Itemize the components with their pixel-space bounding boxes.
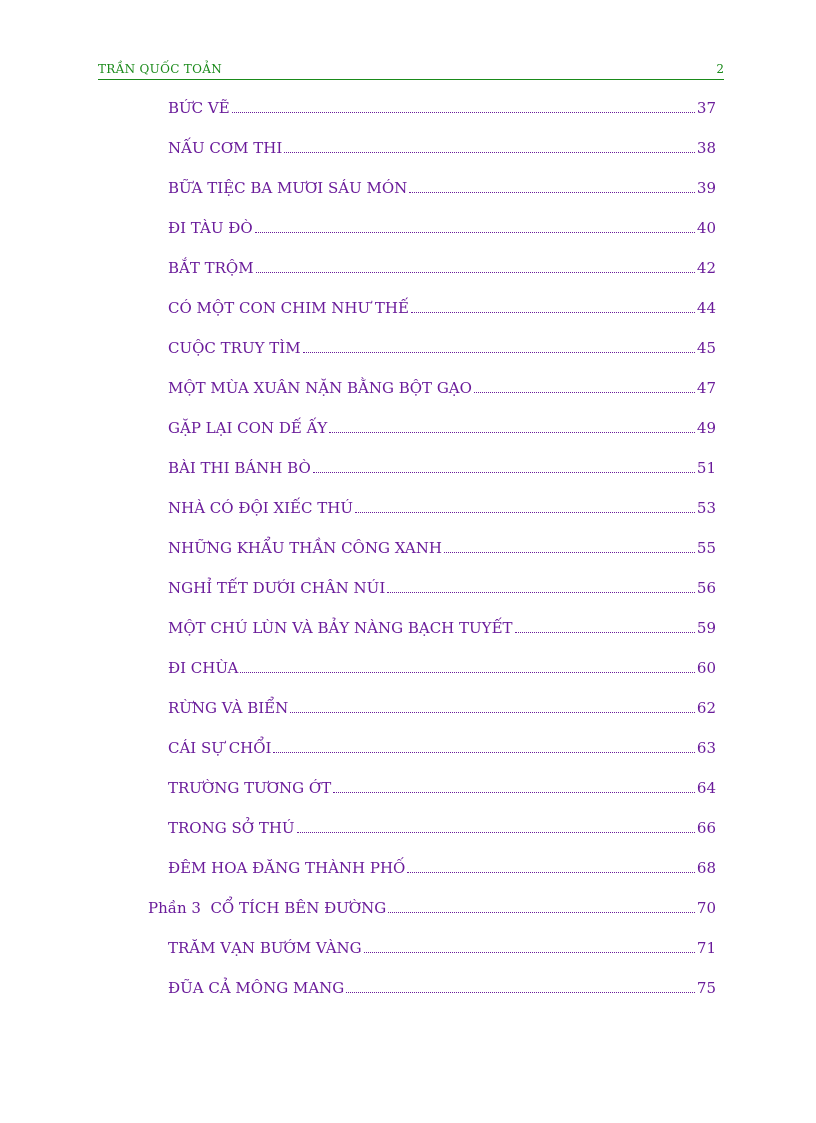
- toc-entry-page: 55: [696, 539, 716, 557]
- toc-entry-page: 47: [696, 379, 716, 397]
- toc-entry-page: 49: [696, 419, 716, 437]
- toc-dot-leader: [232, 100, 695, 113]
- toc-dot-leader: [333, 780, 695, 793]
- toc-entry[interactable]: [168, 979, 716, 1001]
- toc-entry-page: 66: [696, 819, 716, 837]
- toc-entry-page: 44: [696, 299, 716, 317]
- toc-entry-page: 60: [696, 659, 716, 677]
- toc-entry-page: 51: [696, 459, 716, 477]
- toc-dot-leader: [515, 620, 695, 633]
- toc-entry[interactable]: [168, 819, 716, 841]
- toc-entry-page: 64: [696, 779, 716, 797]
- toc-entry[interactable]: [168, 499, 716, 521]
- toc-entry[interactable]: [168, 179, 716, 201]
- toc-entry-title: ĐÊM HOA ĐĂNG THÀNH PHỐ: [168, 859, 406, 877]
- toc-entry-title: CÓ MỘT CON CHIM NHƯ THẾ: [168, 299, 409, 317]
- toc-dot-leader: [444, 540, 695, 553]
- header-page-number: 2: [716, 62, 724, 76]
- toc-dot-leader: [387, 580, 695, 593]
- toc-dot-leader: [255, 220, 695, 233]
- toc-dot-leader: [273, 740, 694, 753]
- toc-entry-title: BÀI THI BÁNH BÒ: [168, 459, 311, 477]
- toc-entry-title: BẮT TRỘM: [168, 259, 254, 277]
- toc-entry[interactable]: [168, 539, 716, 561]
- toc-entry-title: CÁI SỰ CHỔI: [168, 739, 272, 757]
- toc-entry[interactable]: [168, 579, 716, 601]
- toc-entry-page: 63: [696, 739, 716, 757]
- toc-entry-title: ĐI CHÙA: [168, 659, 239, 677]
- toc-dot-leader: [346, 980, 695, 993]
- toc-dot-leader: [297, 820, 695, 833]
- toc-entry[interactable]: [168, 619, 716, 641]
- toc-dot-leader: [329, 420, 695, 433]
- toc-entry[interactable]: [168, 299, 716, 321]
- toc-entry[interactable]: [168, 419, 716, 441]
- toc-entry-title: NGHỈ TẾT DƯỚI CHÂN NÚI: [168, 579, 386, 597]
- toc-entry-page: 45: [696, 339, 716, 357]
- toc-entry-page: 53: [696, 499, 716, 517]
- toc-entry-title: MỘT MÙA XUÂN NẶN BẰNG BỘT GẠO: [168, 379, 472, 397]
- toc-entry[interactable]: [168, 219, 716, 241]
- toc-dot-leader: [364, 940, 695, 953]
- toc-entry-page: 37: [696, 99, 716, 117]
- header-author: TRẦN QUỐC TOẢN: [98, 62, 223, 76]
- toc-entry-page: 56: [696, 579, 716, 597]
- toc-entry[interactable]: [168, 859, 716, 881]
- toc-entry-title: ĐŨA CẢ MÔNG MANG: [168, 979, 345, 997]
- toc-entry-page: 68: [696, 859, 716, 877]
- toc-dot-leader: [474, 380, 695, 393]
- toc-entry-title: BỨC VẼ: [168, 99, 230, 117]
- toc-dot-leader: [303, 340, 695, 353]
- toc-entry[interactable]: [168, 779, 716, 801]
- toc-entry-title: CUỘC TRUY TÌM: [168, 339, 301, 357]
- toc-entry-page: 40: [696, 219, 716, 237]
- toc-entry-page: 42: [696, 259, 716, 277]
- toc-entry-page: 62: [696, 699, 716, 717]
- toc-entry-title: NẤU CƠM THI: [168, 139, 283, 157]
- toc-entry-title: GẶP LẠI CON DẾ ẤY: [168, 419, 328, 437]
- toc-part-heading[interactable]: [148, 899, 716, 921]
- page-header: [98, 62, 724, 80]
- toc-entry-page: 39: [696, 179, 716, 197]
- toc-entry[interactable]: [168, 259, 716, 281]
- toc-entry-title: TRONG SỞ THÚ: [168, 819, 295, 837]
- toc-entry-title: ĐI TÀU ĐÒ: [168, 219, 253, 237]
- toc-entry[interactable]: [168, 659, 716, 681]
- toc-dot-leader: [355, 500, 695, 513]
- toc-entry[interactable]: [168, 339, 716, 361]
- toc-entry-title: NHÀ CÓ ĐỘI XIẾC THÚ: [168, 499, 353, 517]
- toc-entry-page: 59: [696, 619, 716, 637]
- toc-dot-leader: [409, 180, 695, 193]
- toc-entry-title: MỘT CHÚ LÙN VÀ BẢY NÀNG BẠCH TUYẾT: [168, 619, 513, 637]
- toc-entry[interactable]: [168, 139, 716, 161]
- toc-entry-page: 71: [696, 939, 716, 957]
- toc-dot-leader: [407, 860, 695, 873]
- toc-entry[interactable]: [168, 379, 716, 401]
- toc-entry[interactable]: [168, 939, 716, 961]
- toc-dot-leader: [290, 700, 695, 713]
- toc-dot-leader: [313, 460, 695, 473]
- toc-entry-title: Phần 3 CỔ TÍCH BÊN ĐƯỜNG: [148, 899, 387, 917]
- toc-entry-title: BỮA TIỆC BA MƯƠI SÁU MÓN: [168, 179, 408, 197]
- toc-dot-leader: [256, 260, 695, 273]
- toc-dot-leader: [240, 660, 695, 673]
- toc-entry[interactable]: [168, 459, 716, 481]
- toc-dot-leader: [411, 300, 695, 313]
- toc-entry-page: 38: [696, 139, 716, 157]
- toc-dot-leader: [388, 900, 695, 913]
- toc-entry-title: TRƯỜNG TƯƠNG ỚT: [168, 779, 332, 797]
- toc-entry-title: RỪNG VÀ BIỂN: [168, 699, 289, 717]
- toc-entry-title: NHỮNG KHẨU THẦN CÔNG XANH: [168, 539, 442, 557]
- toc-entry[interactable]: [168, 99, 716, 121]
- toc-entry-title: TRĂM VẠN BƯỚM VÀNG: [168, 939, 362, 957]
- toc-entry[interactable]: [168, 699, 716, 721]
- toc-dot-leader: [284, 140, 695, 153]
- toc-entry-page: 75: [696, 979, 716, 997]
- toc-entry-page: 70: [696, 899, 716, 917]
- toc-entry[interactable]: [168, 739, 716, 761]
